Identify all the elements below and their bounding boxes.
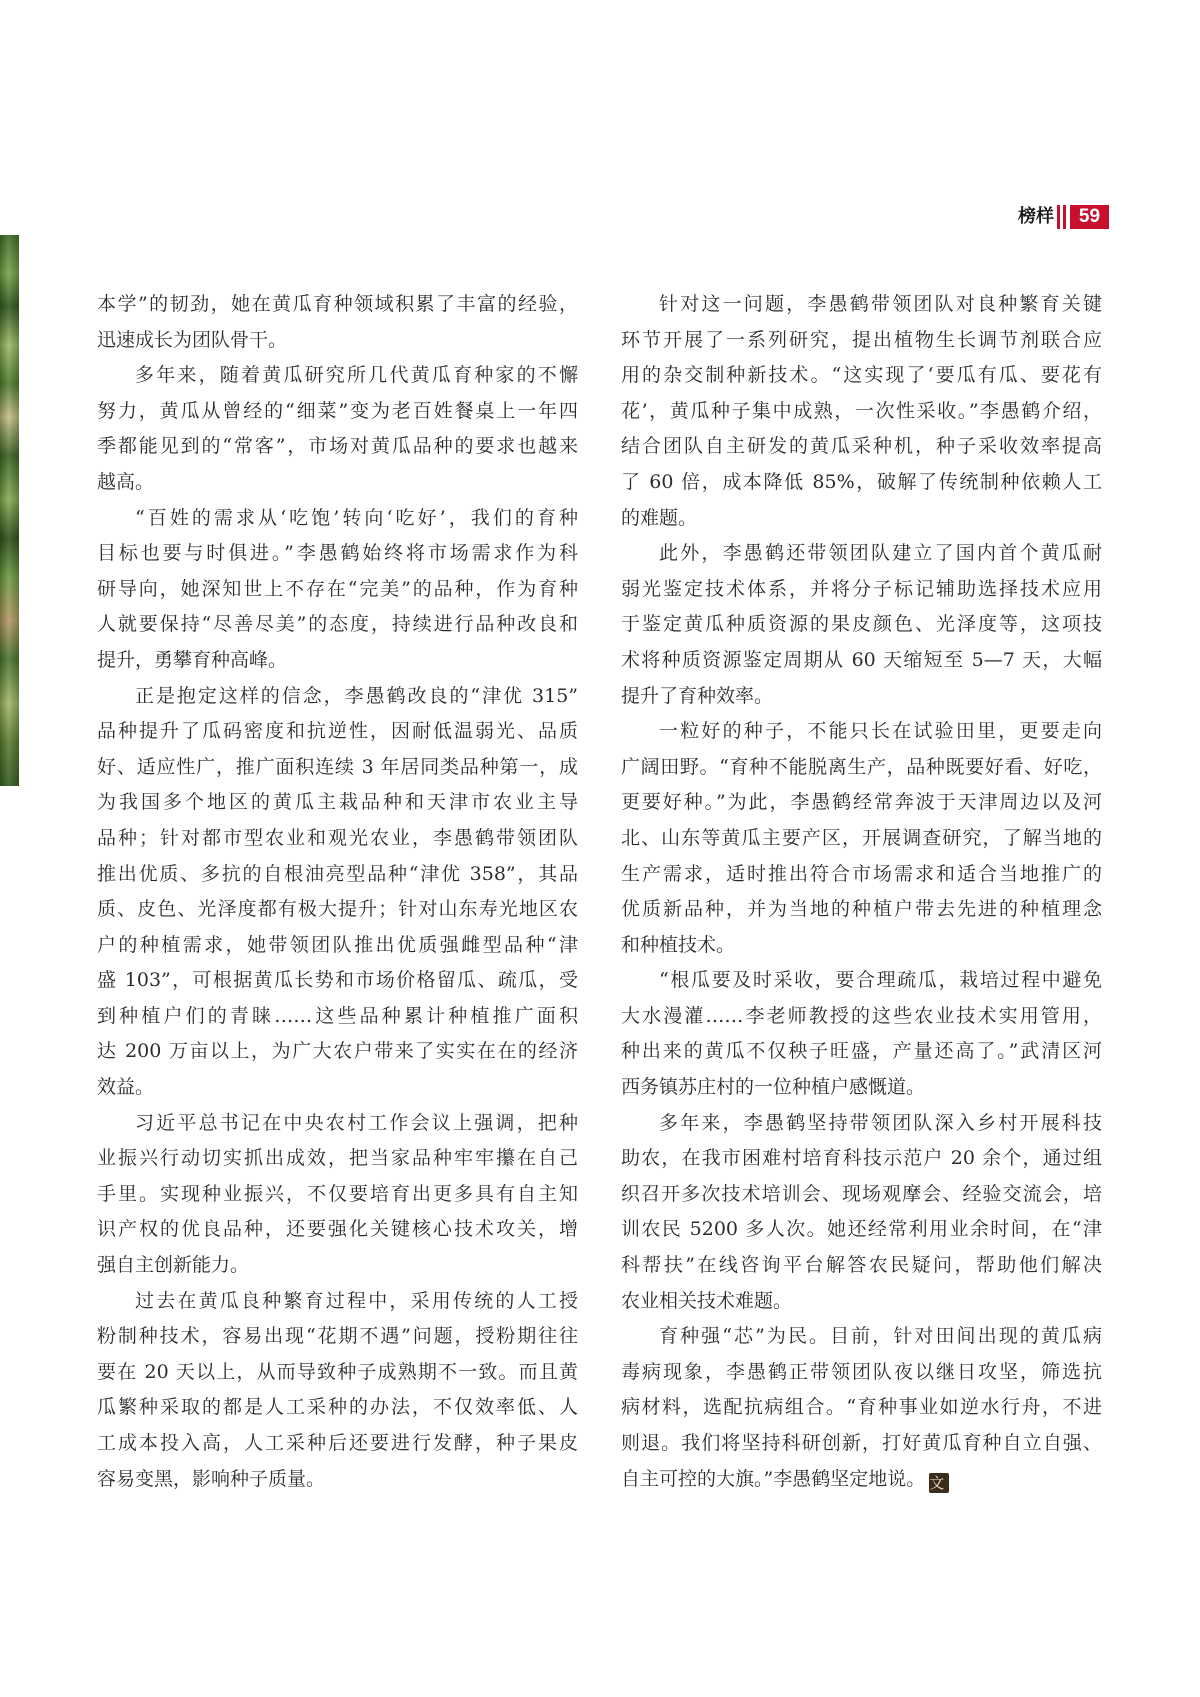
end-mark-icon: 文: [929, 1473, 949, 1493]
text-line-content: 结合团队自主研发的黄瓜采种机，种子采收效率提高: [621, 435, 1102, 458]
text-line: [97, 1248, 578, 1284]
text-line: [621, 1034, 1102, 1070]
text-line-content: 推出优质、多抗的自根油亮型品种“津优 358”，其品: [97, 862, 578, 885]
text-line-content: 工成本投入高，人工采种后还要进行发酵，种子果皮: [97, 1432, 578, 1454]
section-label: 榜样: [1018, 206, 1054, 227]
text-line: [97, 1177, 578, 1213]
right-column: [621, 287, 1102, 1497]
text-line: [621, 1070, 1102, 1106]
text-line: [97, 287, 578, 323]
text-line: [97, 465, 578, 501]
text-line: [621, 429, 1102, 465]
text-line-content: 训农民 5200 多人次。她还经常利用业余时间，在“津: [621, 1218, 1102, 1241]
text-line-content: 达 200 万亩以上，为广大农户带来了实实在在的经济: [97, 1040, 578, 1063]
text-line: [621, 963, 1102, 999]
text-line: [97, 714, 578, 750]
text-line-content: 环节开展了一系列研究，提出植物生长调节剂联合应: [621, 328, 1102, 351]
text-line: [97, 1034, 578, 1070]
text-line-content: 努力，黄瓜从曾经的“细菜”变为老百姓餐桌上一年四: [97, 399, 578, 422]
text-line-content: 迅速成长为团队骨干。: [97, 328, 288, 351]
text-line-content: 强自主创新能力。: [97, 1254, 250, 1277]
text-line: [621, 465, 1102, 501]
text-line: [97, 1355, 578, 1391]
text-line-content: 过去在黄瓜良种繁育过程中，采用传统的人工授: [135, 1289, 578, 1312]
text-line-content: 病材料，选配抗病组合。“育种事业如逆水行舟，不进: [621, 1396, 1102, 1419]
text-line-content: 本学”的韧劲，她在黄瓜育种领域积累了丰富的经验，: [97, 293, 578, 315]
paragraph: [621, 1106, 1102, 1320]
text-line-content: 户的种植需求，她带领团队推出优质强雌型品种“津: [97, 933, 578, 956]
text-line-content: 生产需求，适时推出符合市场需求和适合当地推广的: [621, 862, 1102, 885]
text-line: [621, 323, 1102, 359]
text-line-content: 于鉴定黄瓜种质资源的果皮颜色、光泽度等，这项技: [621, 613, 1102, 636]
text-line-content: 针对这一问题，李愚鹤带领团队对良种繁育关键: [659, 293, 1102, 315]
text-line-content: 优质新品种，并为当地的种植户带去先进的种植理念: [621, 898, 1102, 921]
text-line: [97, 429, 578, 465]
text-line: [97, 394, 578, 430]
running-head-divider: [1057, 205, 1060, 229]
paragraph: [621, 963, 1102, 1105]
text-line: [97, 358, 578, 394]
text-line: [97, 750, 578, 786]
text-line: [97, 643, 578, 679]
text-line: [621, 643, 1102, 679]
text-line-content: 用的杂交制种新技术。“这实现了‘要瓜有瓜、要花有: [621, 364, 1102, 387]
text-line-content: 识产权的优良品种，还要强化关键核心技术攻关，增: [97, 1218, 578, 1241]
text-line: [621, 1426, 1102, 1462]
text-line-content: 多年来，李愚鹤坚持带领团队深入乡村开展科技: [659, 1111, 1102, 1134]
text-line-content: 习近平总书记在中央农村工作会议上强调，把种: [135, 1111, 578, 1134]
text-line: [97, 572, 578, 608]
text-line: [97, 1141, 578, 1177]
text-line-content: 则退。我们将坚持科研创新，打好黄瓜育种自立自强、: [621, 1432, 1102, 1454]
text-line-content: 季都能见到的“常客”，市场对黄瓜品种的要求也越来: [97, 435, 578, 458]
text-line-content: 手里。实现种业振兴，不仅要培育出更多具有自主知: [97, 1182, 578, 1205]
text-line-content: 研导向，她深知世上不存在“完美”的品种，作为育种: [97, 577, 578, 600]
text-line-content: 大水漫灌……李老师教授的这些农业技术实用管用，: [621, 1004, 1102, 1027]
paragraph: [621, 287, 1102, 536]
text-line-content: “百姓的需求从‘吃饱’转向‘吃好’，我们的育种: [135, 506, 578, 529]
text-line: [97, 928, 578, 964]
text-line: [97, 679, 578, 715]
text-line-content: 农业相关技术难题。: [621, 1289, 793, 1312]
text-line-content: 科帮扶”在线咨询平台解答农民疑问，帮助他们解决: [621, 1254, 1102, 1277]
text-line: [621, 1177, 1102, 1213]
text-line-content: 的难题。: [621, 506, 698, 529]
text-line: [621, 607, 1102, 643]
text-line-content: “根瓜要及时采收，要合理疏瓜，栽培过程中避免: [659, 969, 1102, 992]
paragraph: [97, 1284, 578, 1498]
text-line-content: 织召开多次技术培训会、现场观摩会、经验交流会，培: [621, 1182, 1102, 1205]
text-line: [97, 892, 578, 928]
text-line-content: 了 60 倍，成本降低 85%，破解了传统制种依赖人工: [621, 470, 1102, 493]
text-line-content: 北、山东等黄瓜主要产区，开展调查研究，了解当地的: [621, 826, 1102, 849]
text-line: [621, 1284, 1102, 1320]
paragraph: [97, 287, 578, 358]
text-line-content: 要在 20 天以上，从而导致种子成熟期不一致。而且黄: [97, 1360, 578, 1383]
text-line-content: 助农，在我市困难村培育科技示范户 20 余个，通过组: [621, 1147, 1102, 1170]
text-line-content: 越高。: [97, 470, 155, 493]
text-line: [621, 1319, 1102, 1355]
text-line-content: 西务镇苏庄村的一位种植户感慨道。: [621, 1076, 926, 1099]
text-line-content: 育种强“芯”为民。目前，针对田间出现的黄瓜病: [659, 1325, 1102, 1348]
text-line: [97, 999, 578, 1035]
text-line-content: 到种植户们的青睐……这些品种累计种植推广面积: [97, 1004, 578, 1027]
text-line: [97, 1319, 578, 1355]
text-line: [621, 1212, 1102, 1248]
text-line-content: 瓜繁种采取的都是人工采种的办法，不仅效率低、人: [97, 1396, 578, 1419]
paragraph: [97, 358, 578, 500]
paragraph: [621, 714, 1102, 963]
paragraph: [97, 501, 578, 679]
text-line: [621, 928, 1102, 964]
text-line: [621, 785, 1102, 821]
text-line-content: 花’，黄瓜种子集中成熟，一次性采收。”李愚鹤介绍，: [621, 399, 1102, 422]
text-line-content: 种出来的黄瓜不仅秧子旺盛，产量还高了。”武清区河: [621, 1040, 1102, 1063]
photo-edge-strip: [0, 235, 19, 786]
text-line-content: 人就要保持“尽善尽美”的态度，持续进行品种改良和: [97, 613, 578, 636]
text-line: [97, 821, 578, 857]
text-line: [621, 857, 1102, 893]
text-line: [97, 1390, 578, 1426]
text-line: [621, 750, 1102, 786]
text-line: [97, 857, 578, 893]
text-line: [621, 714, 1102, 750]
text-line: [621, 999, 1102, 1035]
text-line: [621, 821, 1102, 857]
paragraph: [97, 1106, 578, 1284]
text-line-content: 术将种质资源鉴定周期从 60 天缩短至 5—7 天，大幅: [621, 648, 1102, 671]
text-line: [621, 1462, 1102, 1498]
left-column: [97, 287, 578, 1497]
text-line-content: 正是抱定这样的信念，李愚鹤改良的“津优 315”: [135, 684, 578, 707]
text-line-content: 和种植技术。: [621, 933, 736, 956]
text-line-content: 为我国多个地区的黄瓜主栽品种和天津市农业主导: [97, 791, 578, 814]
text-line-content: 自主可控的大旗。”李愚鹤坚定地说。: [621, 1467, 926, 1490]
text-line: [621, 501, 1102, 537]
text-line-content: 广阔田野。“育种不能脱离生产，品种既要好看、好吃，: [621, 755, 1102, 778]
text-line-content: 质、皮色、光泽度都有极大提升；针对山东寿光地区农: [97, 898, 578, 921]
text-line: [621, 1248, 1102, 1284]
text-line-content: 多年来，随着黄瓜研究所几代黄瓜育种家的不懈: [135, 364, 578, 387]
text-line-content: 一粒好的种子，不能只长在试验田里，更要走向: [659, 720, 1102, 743]
text-line-content: 好、适应性广，推广面积连续 3 年居同类品种第一，成: [97, 755, 578, 778]
text-line-content: 毒病现象，李愚鹤正带领团队夜以继日攻坚，筛选抗: [621, 1360, 1102, 1383]
text-line-content: 粉制种技术，容易出现“花期不遇”问题，授粉期往往: [97, 1325, 578, 1348]
text-line: [97, 963, 578, 999]
paragraph: [621, 536, 1102, 714]
text-line: [97, 1462, 578, 1498]
text-line: [621, 394, 1102, 430]
text-line: [97, 785, 578, 821]
text-line-content: 业振兴行动切实抓出成效，把当家品种牢牢攥在自己: [97, 1147, 578, 1170]
text-line-content: 品种；针对都市型农业和观光农业，李愚鹤带领团队: [97, 826, 578, 849]
text-line: [621, 1141, 1102, 1177]
text-line-content: 此外，李愚鹤还带领团队建立了国内首个黄瓜耐: [659, 542, 1102, 565]
text-line-content: 弱光鉴定技术体系，并将分子标记辅助选择技术应用: [621, 577, 1102, 600]
text-line: [621, 358, 1102, 394]
text-line: [97, 607, 578, 643]
text-line-content: 提升了育种效率。: [621, 684, 774, 707]
text-line: [97, 1426, 578, 1462]
text-line-content: 容易变黑，影响种子质量。: [97, 1467, 326, 1490]
text-line-content: 效益。: [97, 1076, 155, 1099]
text-line: [97, 1284, 578, 1320]
text-line: [621, 287, 1102, 323]
text-line: [97, 501, 578, 537]
text-line: [621, 572, 1102, 608]
text-line-content: 盛 103”，可根据黄瓜长势和市场价格留瓜、疏瓜，受: [97, 969, 578, 992]
paragraph: [97, 679, 578, 1106]
text-line: [97, 1106, 578, 1142]
text-line: [97, 1212, 578, 1248]
text-line-content: 品种提升了瓜码密度和抗逆性，因耐低温弱光、品质: [97, 720, 578, 743]
text-line: [97, 536, 578, 572]
text-line: [621, 536, 1102, 572]
text-line: [97, 1070, 578, 1106]
text-line: [621, 679, 1102, 715]
text-line: [621, 1106, 1102, 1142]
text-line-content: 提升，勇攀育种高峰。: [97, 648, 288, 671]
text-line: [621, 1390, 1102, 1426]
running-head-divider: [1063, 205, 1066, 229]
text-line-content: 目标也要与时俱进。”李愚鹤始终将市场需求作为科: [97, 542, 578, 565]
text-line: [621, 1355, 1102, 1391]
text-line: [97, 323, 578, 359]
page-number: 59: [1070, 205, 1109, 229]
text-line: [621, 892, 1102, 928]
paragraph: [621, 1319, 1102, 1497]
text-line-content: 更要好种。”为此，李愚鹤经常奔波于天津周边以及河: [621, 791, 1102, 814]
